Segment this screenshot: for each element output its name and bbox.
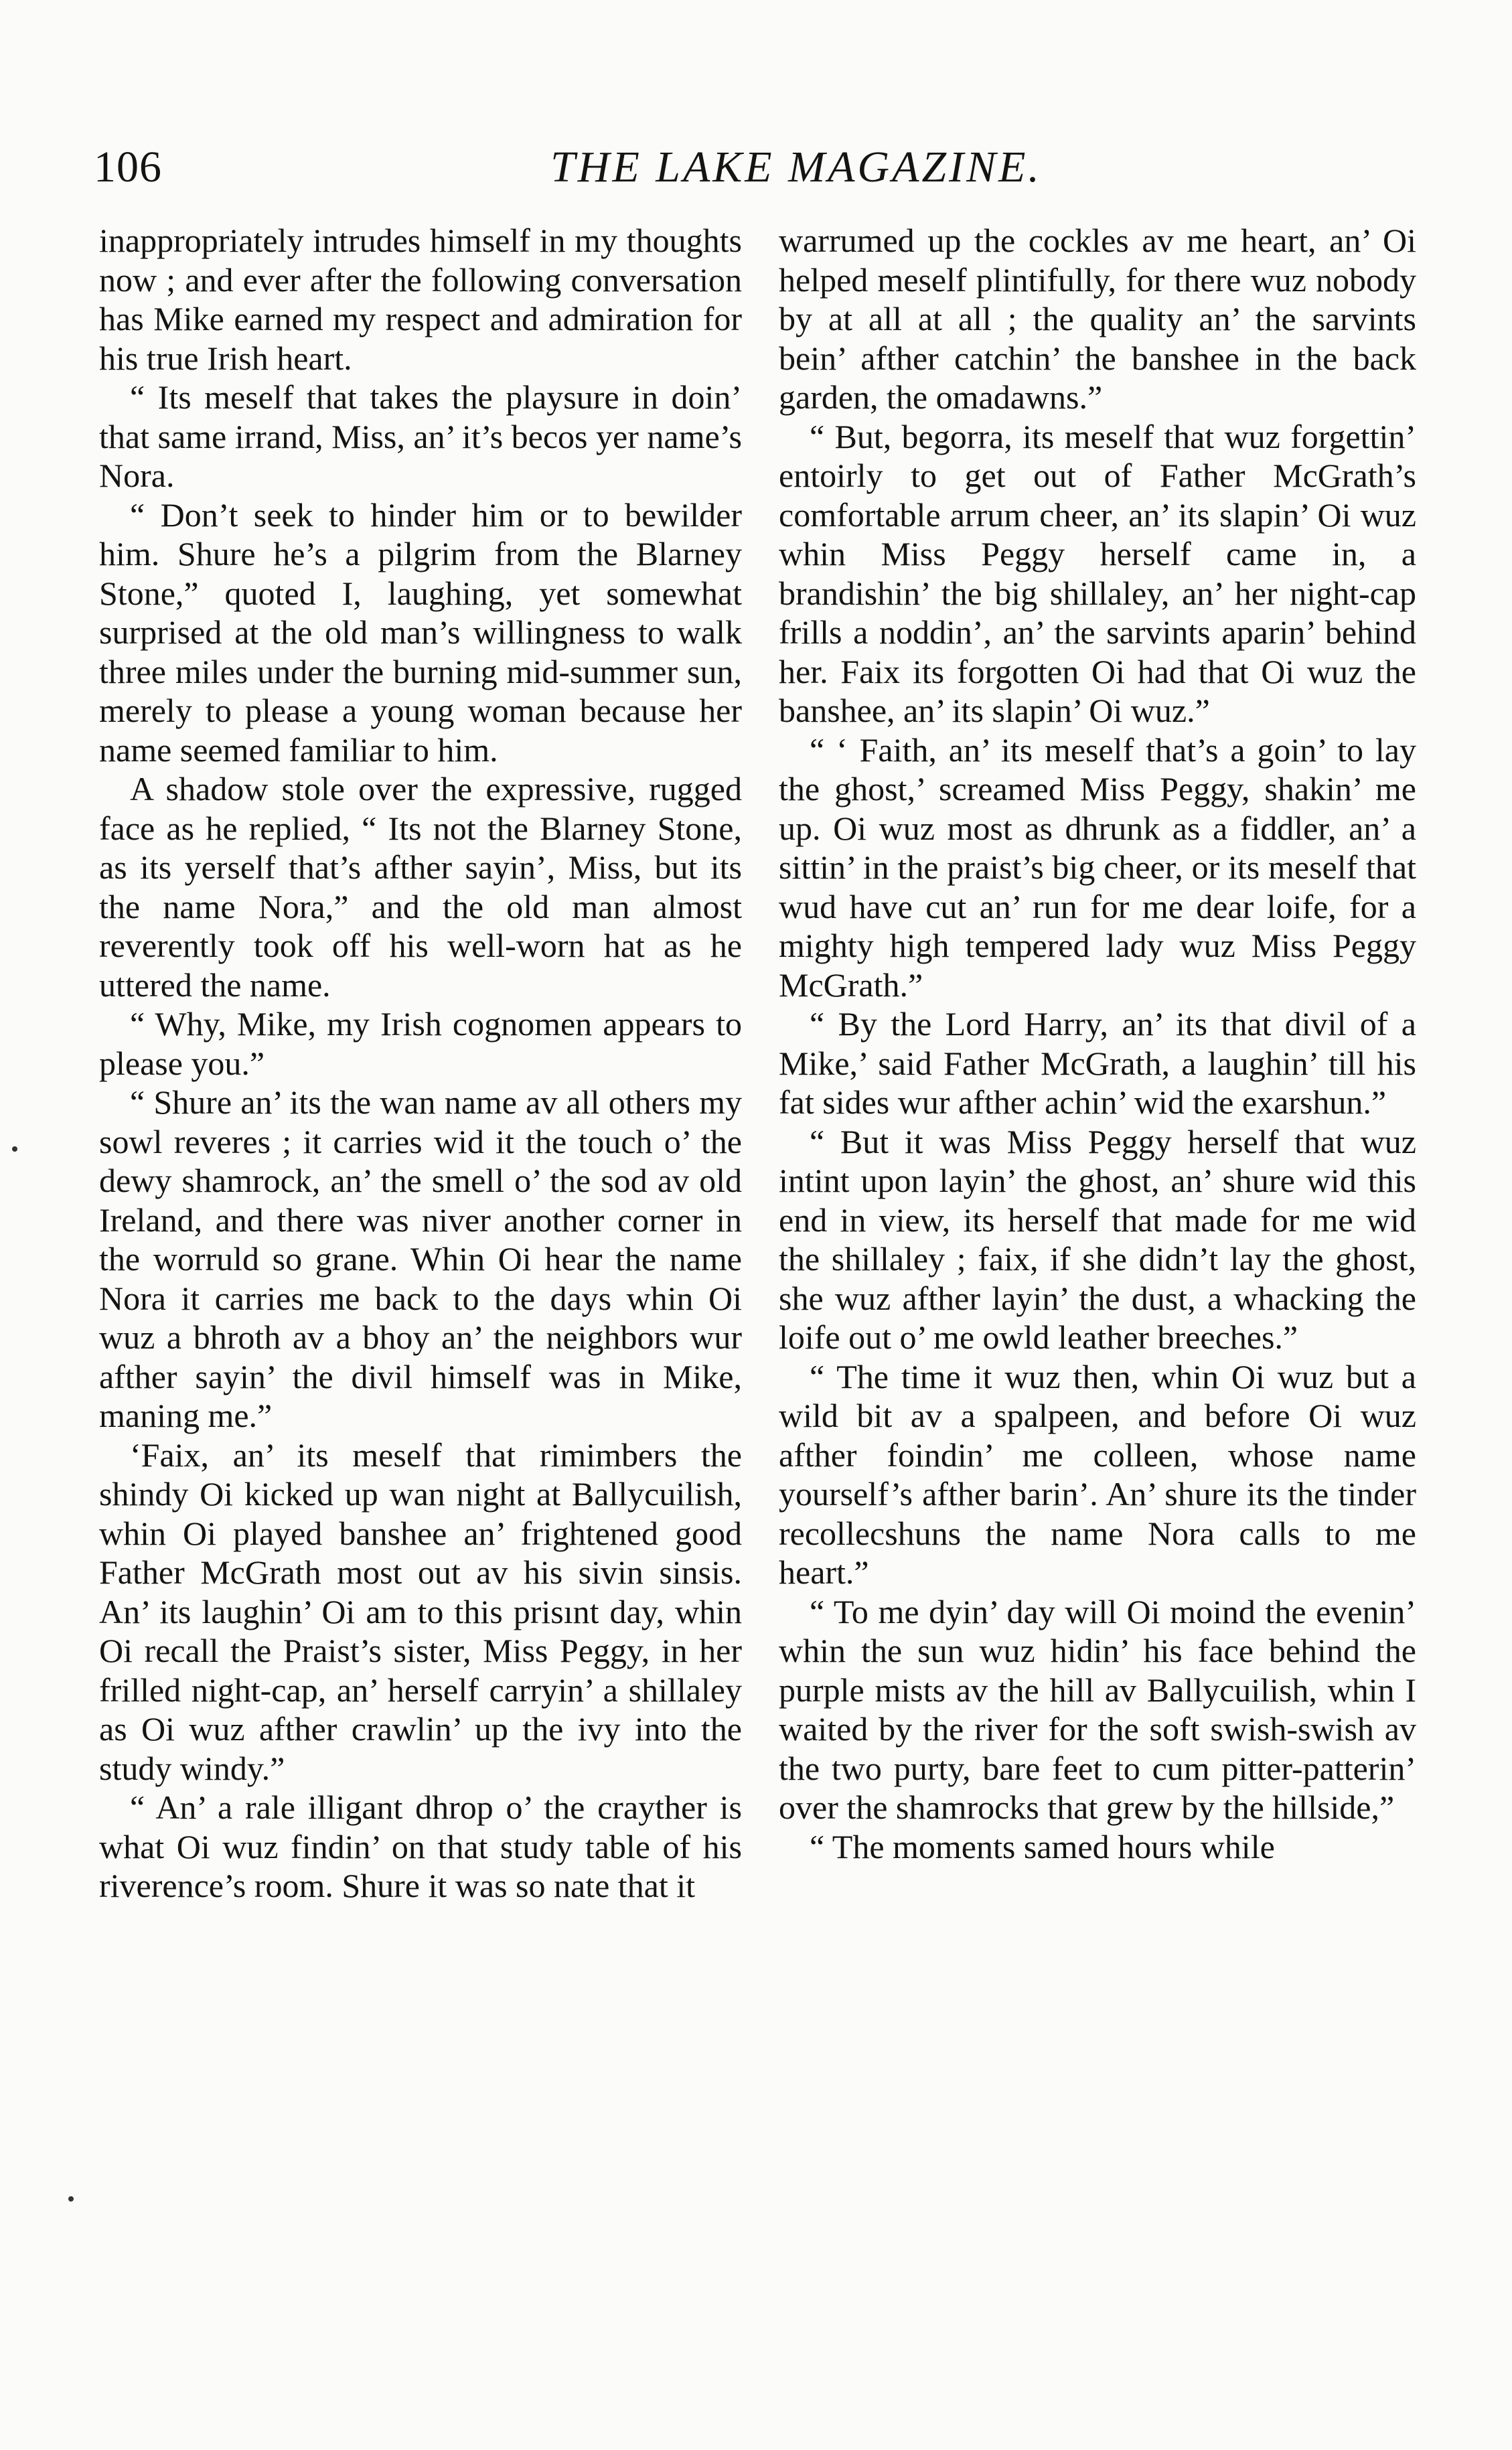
paragraph: “ To me dyin’ day will Oi moind the evenin’ whin the sun wuz hidin’ his face behind the purple mists av the hill av Ballycuilish, whin I waited by the river for the soft swish-swish av the two purty, bare feet to cum pitter-patterin’ over the shamrocks that grew by the hillside,” xyxy=(779,1592,1416,1826)
paragraph: A shadow stole over the expressive, rugged face as he replied, “ Its not the Blarney Stone, as its yerself that’s afther sayin’, Miss, but its the name Nora,” and the old man almost reverently took off his well-worn hat as he uttered the name. xyxy=(99,770,742,1004)
paragraph: “ By the Lord Harry, an’ its that divil of a Mike,’ said Father McGrath, a laughin’ till his fat sides wur afther achin’ wid the exarshun.” xyxy=(779,1005,1416,1121)
page-number: 106 xyxy=(94,143,162,192)
paragraph: “ ‘ Faith, an’ its meself that’s a goin’ to lay the ghost,’ screamed Miss Peggy, shakin’ me up. Oi wuz most as dhrunk as a fiddler, an’ a sittin’ in the praist’s big cheer, or its meself that wud have cut an’ run for me dear loife, for a mighty high tempered lady wuz Miss Peggy McGrath.” xyxy=(779,731,1416,1004)
paragraph: “ The moments samed hours while xyxy=(810,1827,1275,1865)
paragraph: “ The time it wuz then, whin Oi wuz but a wild bit av a spalpeen, and before Oi wuz afther foindin’ me colleen, whose name yourself’s afther barin’. An’ shure its the tinder recollecshuns the name Nora calls to me heart.” xyxy=(779,1357,1416,1591)
paragraph: inappropriately intrudes himself in my thoughts now ; and ever after the following conversation has Mike earned my respect and admiration for his true Irish heart. xyxy=(99,222,742,377)
paragraph: ‘Faix, an’ its meself that rimimbers the shindy Oi kicked up wan night at Ballycuilish, whin Oi played banshee an’ frightened good Father McGrath most out av his sivin sinsis. An’ its laughin’ Oi am to this prisınt day, whin Oi recall the Praist’s sister, Miss Peggy, in her frilled night-cap, an’ herself carryin’ a shillaley as Oi wuz afther crawlin’ up the ivy into the study windy.” xyxy=(99,1436,742,1787)
paragraph: warrumed up the cockles av me heart, an’ Oi helped meself plintifully, for there wuz nobody by at all at all ; the quality an’ the sarvints bein’ afther catchin’ the banshee in the back garden, the omadawns.” xyxy=(779,222,1416,416)
paragraph: “ But it was Miss Peggy herself that wuz intint upon layin’ the ghost, an’ shure wid this end in view, its herself that made for me wid the shillaley ; faix, if she didn’t lay the ghost, she wuz afther layin’ the dust, a whacking the loife out o’ me owld leather breeches.” xyxy=(779,1122,1416,1356)
margin-speck xyxy=(68,2196,74,2202)
paragraph: “ Why, Mike, my Irish cognomen appears to please you.” xyxy=(99,1005,742,1082)
left-column xyxy=(99,221,742,1906)
right-column xyxy=(779,221,1416,1866)
margin-speck xyxy=(12,1146,17,1152)
paragraph: “ Don’t seek to hinder him or to bewilder him. Shure he’s a pilgrim from the Blarney Stone,” quoted I, laughing, yet somewhat surprised at the old man’s willingness to walk three miles under the burning mid-summer sun, merely to please a young woman because her name seemed familiar to him. xyxy=(99,495,742,769)
paragraph: “ An’ a rale illigant dhrop o’ the crayther is what Oi wuz findin’ on that study table of his riverence’s room. Shure it was so nate that it xyxy=(99,1788,742,1904)
paragraph: “ But, begorra, its meself that wuz forgettin’ entoirly to get out of Father McGrath’s comfortable arrum cheer, an’ its slapin’ Oi wuz whin Miss Peggy herself came in, a brandishin’ the big shillaley, an’ her night-cap frills a noddin’, an’ the sarvints aparin’ behind her. Faix its forgotten Oi had that Oi wuz the banshee, an’ its slapin’ Oi wuz.” xyxy=(779,417,1416,729)
paragraph: “ Shure an’ its the wan name av all others my sowl reveres ; it carries wid it the touch o’ the dewy shamrock, an’ the smell o’ the sod av old Ireland, and there was niver another corner in the worruld so grane. Whin Oi hear the name Nora it carries me back to the days whin Oi wuz a bhroth av a bhoy an’ the neighbors wur afther sayin’ the divil himself was in Mike, maning me.” xyxy=(99,1083,742,1434)
running-head: THE LAKE MAGAZINE. xyxy=(550,143,1042,192)
paragraph: “ Its meself that takes the playsure in doin’ that same irrand, Miss, an’ it’s becos yer name’s Nora. xyxy=(99,378,742,494)
